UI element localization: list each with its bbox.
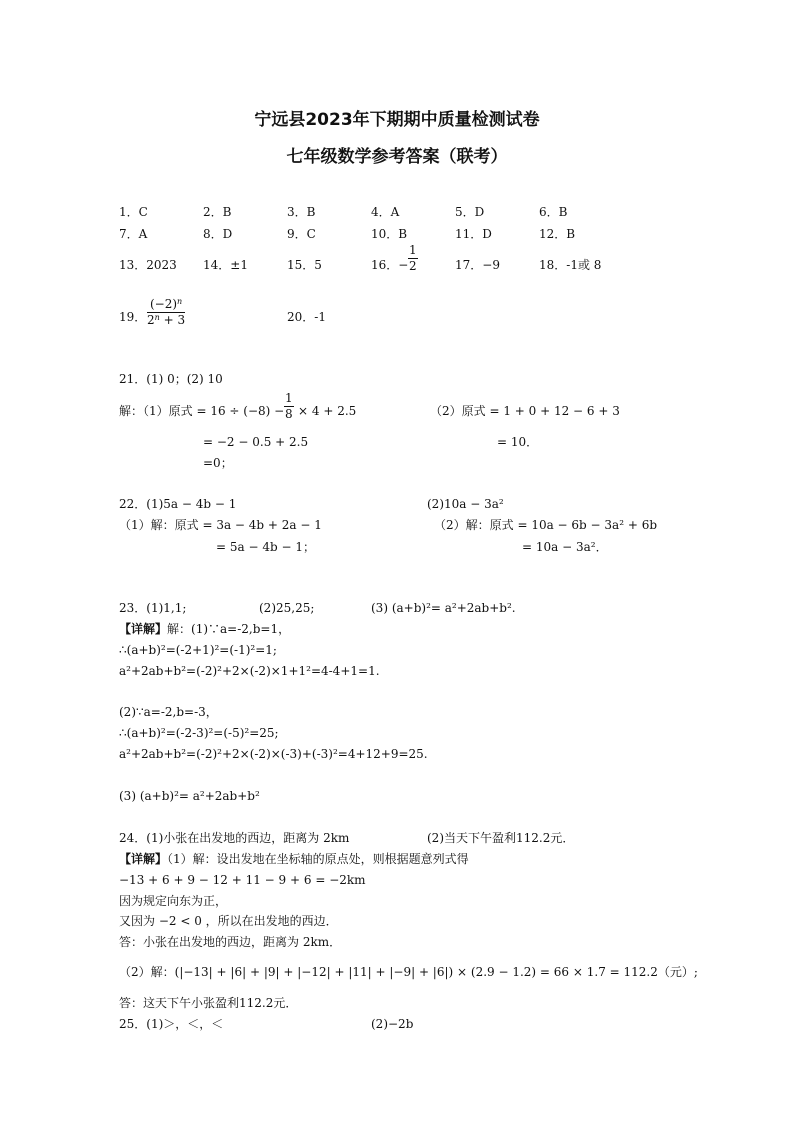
fraction-numerator — [147, 298, 185, 313]
q22-solution1-line1: （1）解：原式 = 3a − 4b + 2a − 1 — [119, 518, 322, 532]
fraction-numerator: 1 — [409, 243, 417, 257]
answer-q14: 14．±1 — [203, 258, 248, 272]
q21-solution1-line1-tail: × 4 + 2.5 — [298, 404, 357, 418]
answer-q18: 18．-1或 8 — [539, 258, 602, 272]
q23-line4: (2)∵a=-2,b=-3， — [119, 705, 218, 719]
q22-answer1: 22．(1)5a − 4b − 1 — [119, 497, 237, 511]
choice-answer: 3．B — [287, 205, 316, 219]
q24-detail-text: （1）解：设出发地在坐标轴的原点处，则根据题意列式得 — [167, 852, 469, 866]
q23-line3: a²+2ab+b²=(-2)²+2×(-2)×1+1²=4-4+1=1. — [119, 664, 380, 678]
q19-numerator-base: (−2) — [149, 297, 178, 311]
choice-answer: 4．A — [371, 205, 400, 219]
q21-solution2-line1: （2）原式 = 1 + 0 + 12 − 6 + 3 — [430, 404, 620, 418]
fraction-denominator: 2 — [409, 259, 417, 273]
q23-detail-text: 解：(1)∵a=-2,b=1， — [167, 622, 291, 636]
fraction-denominator: 8 — [285, 407, 293, 421]
q23-line5: ∴(a+b)²=(-2-3)²=(-5)²=25; — [119, 726, 279, 740]
answer-q17: 17．−9 — [455, 258, 500, 272]
q22-solution1-line2: = 5a − 4b − 1； — [216, 540, 315, 554]
choice-answer: 9．C — [287, 227, 316, 241]
q24-line4: 又因为 −2 < 0 ，所以在出发地的西边． — [119, 914, 338, 928]
q22-solution2-line1: （2）解：原式 = 10a − 6b − 3a² + 6b — [434, 518, 658, 532]
fraction-denominator — [147, 313, 185, 327]
choice-answer: 6．B — [539, 205, 568, 219]
q23-answer3: (3) (a+b)²= a²+2ab+b². — [371, 601, 516, 615]
q21-answer: 21．(1) 0；(2) 10 — [119, 372, 223, 386]
q23-line2: ∴(a+b)²=(-2+1)²=(-1)²=1; — [119, 643, 277, 657]
q23-answer1: 23．(1)1,1; — [119, 601, 187, 615]
q23-detail-line1 — [119, 622, 290, 636]
choice-answer: 10．B — [371, 227, 408, 241]
answer-q19-prefix: 19． — [119, 310, 147, 324]
choice-answer: 12．B — [539, 227, 576, 241]
choice-answer: 7．A — [119, 227, 148, 241]
q24-answer1: 24．(1)小张在出发地的西边，距离为 2km — [119, 831, 350, 845]
answer-q16-prefix: 16．− — [371, 258, 409, 272]
q21-solution1-line2: = −2 − 0.5 + 2.5 — [203, 435, 309, 449]
q19-numerator-exponent: n — [177, 297, 183, 306]
q19-denominator-exponent: n — [154, 313, 160, 322]
answer-q20: 20．-1 — [287, 310, 326, 324]
page-title: 宁远县2023年下期期中质量检测试卷 — [254, 110, 540, 130]
choice-answer: 1．C — [119, 205, 148, 219]
q24-line5: 答：小张在出发地的西边，距离为 2km． — [119, 935, 342, 949]
q22-answer2: (2)10a − 3a² — [427, 497, 504, 511]
q23-line7: (3) (a+b)²= a²+2ab+b² — [119, 789, 260, 803]
q23-answer2: (2)25,25; — [259, 601, 315, 615]
q24-line2: −13 + 6 + 9 − 12 + 11 − 9 + 6 = −2km — [119, 873, 366, 887]
fraction-numerator: 1 — [285, 391, 293, 405]
q21-solution1-line3: =0； — [203, 456, 233, 470]
choice-answer: 5．D — [455, 205, 485, 219]
q24-line6: （2）解：(|−13| + |6| + |9| + |−12| + |11| + |−9| + |6|) × (2.9 − 1.2) = 66 × 1.7 = 112.2（元）; — [119, 965, 698, 979]
q24-detail-line1 — [119, 852, 469, 866]
q24-answer2: (2)当天下午盈利112.2元． — [427, 831, 575, 845]
q25-answer1: 25．(1)＞，＜，＜ — [119, 1017, 224, 1031]
detail-label: 【详解】 — [119, 622, 168, 636]
answer-q15: 15．5 — [287, 258, 322, 272]
q22-solution2-line2: = 10a − 3a²． — [522, 540, 608, 554]
q19-denominator-tail: + 3 — [159, 313, 186, 327]
q24-line3: 因为规定向东为正， — [119, 894, 228, 908]
answer-q13: 13．2023 — [119, 258, 177, 272]
page-subtitle: 七年级数学参考答案（联考） — [286, 147, 508, 167]
answer-q19-fraction — [147, 298, 185, 327]
answer-q16-fraction — [408, 244, 418, 273]
q23-line6: a²+2ab+b²=(-2)²+2×(-2)×(-3)+(-3)²=4+12+9=25. — [119, 747, 428, 761]
q24-line7: 答：这天下午小张盈利112.2元． — [119, 996, 298, 1010]
q19-denominator-base: 2 — [147, 313, 155, 327]
q21-fraction — [284, 392, 294, 421]
choice-answer: 8．D — [203, 227, 233, 241]
choice-answer: 11．D — [455, 227, 492, 241]
detail-label: 【详解】 — [119, 852, 168, 866]
q21-solution1-line1: 解：（1）原式 = 16 ÷ (−8) − — [119, 404, 285, 418]
q25-answer2: (2)−2b — [371, 1017, 414, 1031]
q21-solution2-line2: = 10． — [497, 435, 539, 449]
choice-answer: 2．B — [203, 205, 232, 219]
